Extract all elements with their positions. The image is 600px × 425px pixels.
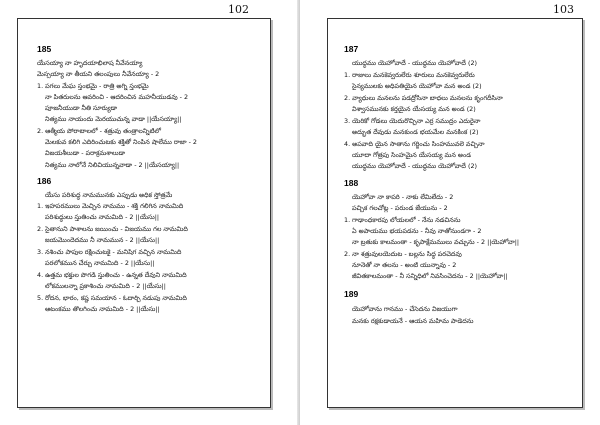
song-line: 2. సైతానుని పాశాలను జయించు - విజయము గల నామమిది [37, 225, 188, 233]
song-line: నా బ్రతుకు కాలమంతా - కృపాక్షేమములు వచ్చును - 2 ||యెహోవా|| [352, 238, 520, 246]
song-line: 1. పగలు మేఘ స్తంభమై - రాత్రి అగ్ని స్తంభమై [37, 82, 149, 90]
song-line: మెలకువ కలిగి ఎదిరించుటకు శక్తితో నింపిన షాలేము రాజా - 2 [45, 138, 197, 146]
song-line: యుద్ధము యెహోవాదే - యుద్ధము యెహోవాదే (2) [352, 162, 478, 170]
song-number: 189 [344, 289, 359, 299]
song-line: ఆటంకము తొలగించు నామమిది - 2 ||యేసు|| [45, 305, 160, 313]
song-line: నా పితరులను ఆవరించి - ఆదరించిన మహనీయుడవు - 2 [45, 93, 189, 101]
page-number: 103 [553, 3, 574, 16]
song-line: విశ్వాసమునకు కర్తయైన యేసయ్య మన అండ (2) [352, 105, 476, 113]
song-line: యుద్ధము యెహోవాదే - యుద్ధము యెహోవాదే (2) [352, 59, 478, 67]
song-line: యెహోవాను గానము - చేసెదను విజయుగా [352, 305, 458, 313]
song-line: నిత్యము నాలోనే నిలిచియున్నవాడా - 2 ||యేసయ్యా|| [45, 161, 180, 169]
song-line: పచ్చిక గలచోట్ల - పరుండ జేయును - 2 [352, 204, 448, 212]
song-line: పరలోకమున చేర్చు నామమిది - 2 ||యేసు|| [45, 259, 155, 267]
song-line: 2. ఆత్మీయ పోరాటాలలో - శత్రువు తంత్రాలన్నిటిలో [37, 127, 161, 135]
right-page [300, 0, 600, 425]
song-line: యేసు పరిశుద్ధ నామమునకు ఎప్పుడు అధిక స్తోత్రమే [45, 191, 173, 199]
song-line: జీవితకాలమంతా - నీ సన్నిధిలో నివసించెదను - 2 ||యెహోవా|| [352, 272, 508, 280]
song-line: యెహోవా నా కాపరి - నాకు లేమిలేదు - 2 [352, 193, 454, 201]
song-number: 188 [344, 178, 359, 188]
song-line: 4. ఉత్తమ భక్తుల పొగడి స్తుతించు - ఉన్నత దేవుని నామమిది [37, 271, 187, 279]
song-number: 186 [37, 176, 52, 186]
song-line: మెస్సయ్యా నా తీయని తలంపులు నీవేనయ్యా - 2 [37, 70, 160, 78]
song-line: లోకములన్నా ప్రకాశించు నామమిది - 2 ||యేసు|| [45, 282, 166, 290]
song-line: ఏ అపాయము భయపడను - నీవు నాతోనుండగా - 2 [352, 227, 482, 235]
song-line: 3. యెరికో గోడలు యెదురొచ్చినా ఎర్ర సముద్రం ఎదురైనా [344, 117, 481, 125]
song-line: పరిశుద్ధులు స్తుతించు నామమిది - 2 ||యేసు|| [45, 213, 160, 221]
song-line: 5. రోదన, భారం, కష్ట సమయాన - ఓదార్చి నడుపు నామమిది [37, 294, 187, 302]
song-number: 185 [37, 44, 52, 54]
song-line: అద్భుత దేవుడు మనకుండ భయమేల మనకింక (2) [352, 128, 479, 136]
song-number: 187 [344, 44, 359, 54]
song-line: జయమొందెదము నీ నామమున - 2 ||యేసు|| [45, 236, 160, 244]
page-number: 102 [228, 3, 249, 16]
song-line: నిత్యము నాయందు మెరయుచున్న వాడా ||యేసయ్యా|| [45, 115, 182, 123]
song-line: 1. గాఢాంధకారపు లోయలలో - నేను నడచినను [344, 216, 461, 224]
song-line: పూజనీయుడా నీతి సూర్యుడా [45, 104, 118, 112]
song-line: 4. అపవాది యైన సాతాను గర్జించు సింహమువలె వచ్చినా [344, 140, 485, 148]
song-line: 2. వ్యాధులు మనలను పడద్రోసినా బాధలు మనలను కృంగదీసినా [344, 94, 503, 102]
song-line: యేసయ్యా నా హృదయాభిలాష నీవేనయ్యా [37, 59, 143, 67]
song-line: 1. ఇహపరములు మెచ్చిన నామము - శక్తి గలిగిన నామమిది [37, 202, 184, 210]
song-line: 3. నశించు పాపుల రక్షించుటకై - మనిషిగ వచ్చిన నామమిది [37, 248, 182, 256]
song-line: నూనెతో నా తలను - అంటి యున్నావు - 2 [352, 261, 457, 269]
song-line: 2. నా శత్రువులయెదుట - బల్లను సిద్ధ పరచెదవు [344, 250, 462, 258]
song-line: 1. రాజులు మనకెవ్వరులేరు శూరులు మనకెవ్వరులేరు [344, 71, 475, 79]
song-line: సైన్యములకు అధిపతియైన యెహోవా మన అండ (2) [352, 82, 482, 90]
song-line: మనకు రక్షకుడాయనే - ఆయన మహిమ పాడెదను [352, 317, 474, 325]
song-line: విజయశీలుడా - పరాక్రమశాలుడా [45, 149, 126, 157]
song-line: యూదా గోత్రపు సింహమైన యేసయ్య మన అండ [352, 151, 471, 159]
